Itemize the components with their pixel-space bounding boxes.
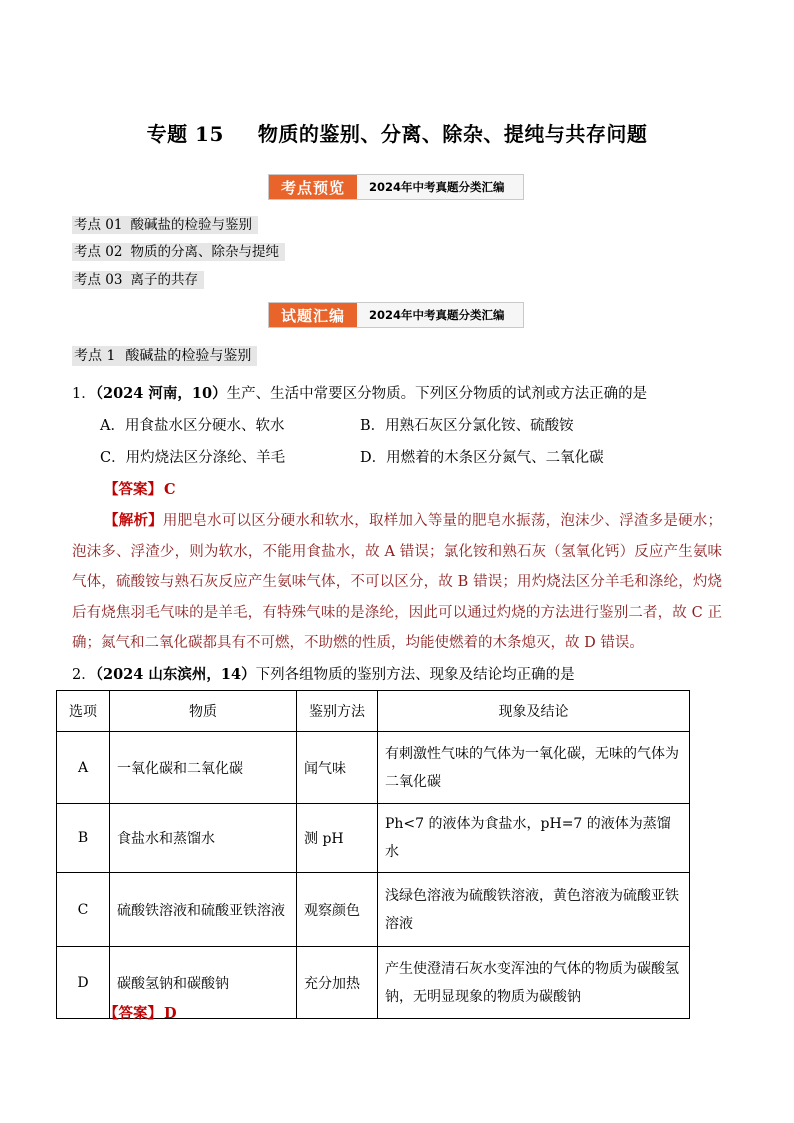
page-title xyxy=(0,118,794,147)
table-header-row xyxy=(57,691,690,732)
table-cell: 测 pH xyxy=(297,804,378,873)
banner-tag: 考点预览 xyxy=(269,175,357,199)
question-text: 生产、生活中常要区分物质。下列区分物质的试剂或方法正确的是 xyxy=(226,386,648,402)
banner-subtitle: 2024年中考真题分类汇编 xyxy=(369,308,505,322)
toc-key: 考点 01 xyxy=(74,217,123,233)
table-cell: 充分加热 xyxy=(297,947,378,1019)
title-number: 专题 15 xyxy=(146,122,224,146)
table-row xyxy=(57,804,690,873)
table-cell: Ph<7 的液体为食盐水，pH=7 的液体为蒸馏水 xyxy=(378,804,690,873)
toc-label: 物质的分离、除杂与提纯 xyxy=(130,244,279,260)
question-number: 1． xyxy=(72,386,96,402)
table-header: 鉴别方法 xyxy=(297,691,378,732)
table-row xyxy=(57,732,690,804)
section-key: 考点 1 xyxy=(74,348,116,364)
question-text: 下列各组物质的鉴别方法、现象及结论均正确的是 xyxy=(255,667,575,683)
toc-item xyxy=(72,271,204,289)
answer-value: C xyxy=(164,481,176,498)
answer-label: 【答案】 xyxy=(104,481,162,498)
table-cell: 观察颜色 xyxy=(297,873,378,947)
title-text: 物质的鉴别、分离、除杂、提纯与共存问题 xyxy=(257,122,648,146)
table-header: 现象及结论 xyxy=(378,691,690,732)
toc-label: 酸碱盐的检验与鉴别 xyxy=(130,217,252,233)
table-cell: B xyxy=(57,804,110,873)
analysis-label: 【解析】 xyxy=(104,512,163,529)
question-1-answer xyxy=(104,478,176,499)
question-source: （2024 山东滨州，14） xyxy=(95,666,256,683)
table-cell: A xyxy=(57,732,110,804)
option-b: B．用熟石灰区分氯化铵、硫酸铵 xyxy=(360,418,574,434)
toc-label: 离子的共存 xyxy=(130,272,198,288)
question-2-table xyxy=(56,690,690,1019)
section-label: 酸碱盐的检验与鉴别 xyxy=(125,348,252,364)
question-number: 2． xyxy=(72,667,96,683)
banner-tag: 试题汇编 xyxy=(269,303,357,327)
table-cell: 一氧化碳和二氧化碳 xyxy=(110,732,297,804)
toc-item xyxy=(72,216,258,234)
option-c: C．用灼烧法区分涤纶、羊毛 xyxy=(100,450,286,466)
banner-exercises xyxy=(268,302,524,328)
table-cell: 产生使澄清石灰水变浑浊的气体的物质为碳酸氢钠，无明显现象的物质为碳酸钠 xyxy=(378,947,690,1019)
table-cell: 食盐水和蒸馏水 xyxy=(110,804,297,873)
question-1-stem xyxy=(72,382,722,406)
answer-value: D xyxy=(164,1005,177,1022)
toc-item xyxy=(72,243,285,261)
option-a: A．用食盐水区分硬水、软水 xyxy=(100,418,285,434)
toc-key: 考点 02 xyxy=(74,244,123,260)
question-2-stem xyxy=(72,663,722,687)
analysis-text: 用肥皂水可以区分硬水和软水，取样加入等量的肥皂水振荡，泡沫少、浮渣多是硬水；泡沫多、浮渣少，则为软水，不能用食盐水，故 A 错误；氯化铵和熟石灰（氢氧化钙）反应产生氨味气体，硫酸铵与熟石灰反应产生氨味气体，不可以区分，故 B 错误；用灼烧法区分羊毛和涤纶，灼烧后有烧焦羽毛气味的是羊毛，有特殊气味的是涤纶，因此可以通过灼烧的方法进行鉴别二者，故 C 正确；氮气和二氧化碳都具有不可燃，不助燃的性质，均能使燃着的木条熄灭，故 D 错误。 xyxy=(72,513,723,651)
table-header: 选项 xyxy=(57,691,110,732)
banner-preview xyxy=(268,174,524,200)
option-d: D．用燃着的木条区分氮气、二氧化碳 xyxy=(360,450,604,466)
question-source: （2024 河南，10） xyxy=(95,385,227,402)
table-cell: 浅绿色溶液为硫酸铁溶液，黄色溶液为硫酸亚铁溶液 xyxy=(378,873,690,947)
banner-subtitle: 2024年中考真题分类汇编 xyxy=(369,180,505,194)
question-2-answer xyxy=(104,1002,177,1023)
table-cell: D xyxy=(57,947,110,1019)
table-header: 物质 xyxy=(110,691,297,732)
toc-key: 考点 03 xyxy=(74,272,123,288)
section-heading xyxy=(72,346,257,366)
table-cell: 有刺激性气味的气体为一氧化碳，无味的气体为二氧化碳 xyxy=(378,732,690,804)
table-row xyxy=(57,873,690,947)
table-cell: 硫酸铁溶液和硫酸亚铁溶液 xyxy=(110,873,297,947)
table-cell: C xyxy=(57,873,110,947)
question-1-analysis xyxy=(72,506,722,659)
table-cell: 闻气味 xyxy=(297,732,378,804)
table-cell: 碳酸氢钠和碳酸钠 xyxy=(110,947,297,1019)
answer-label: 【答案】 xyxy=(104,1005,162,1022)
